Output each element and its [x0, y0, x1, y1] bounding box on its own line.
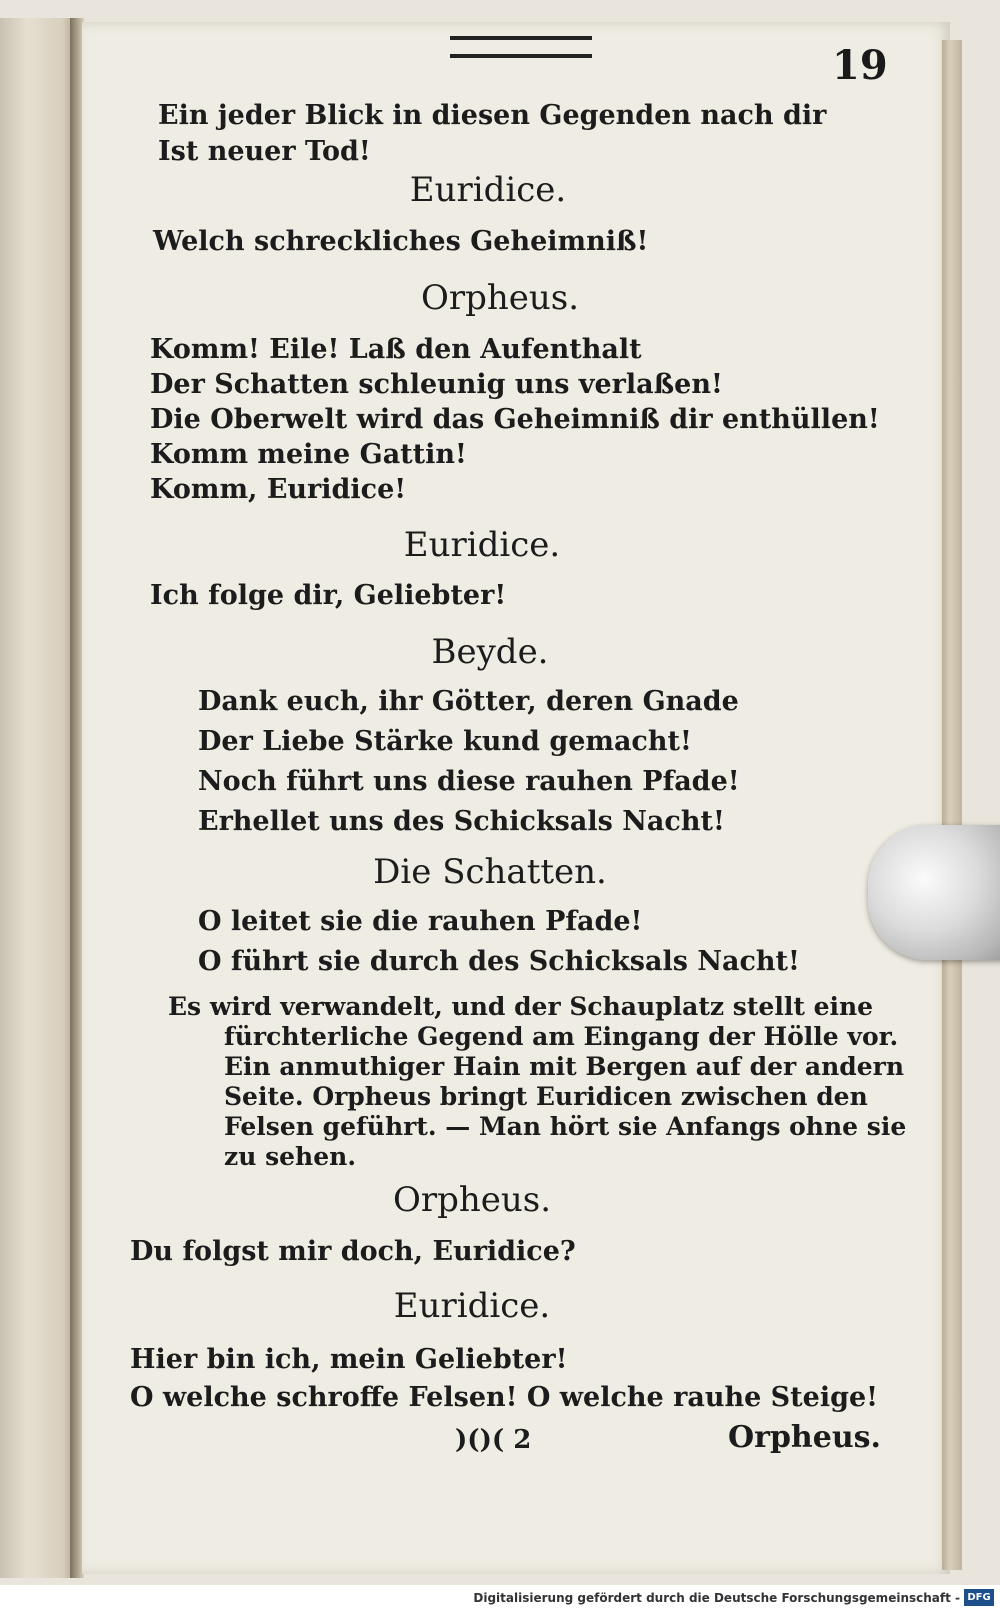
stage-direction: Seite. Orpheus bringt Euridicen zwischen den	[224, 1082, 868, 1111]
stage-direction: Ein anmuthiger Hain mit Bergen auf der andern	[224, 1052, 904, 1081]
stage-direction: fürchterliche Gegend am Eingang der Hölle vor.	[224, 1022, 899, 1051]
verse-line: Noch führt uns diese rauhen Pfade!	[198, 766, 740, 797]
verse-line: Der Liebe Stärke kund gemacht!	[198, 726, 692, 757]
page-number: 19	[832, 42, 888, 89]
stage-direction: Felsen geführt. — Man hört sie Anfangs ohne sie	[224, 1112, 907, 1141]
verse-line: O führt sie durch des Schicksals Nacht!	[198, 946, 800, 977]
speaker-name: Euridice.	[409, 170, 567, 210]
verse-line: Ich folge dir, Geliebter!	[150, 580, 507, 611]
verse-line: Komm meine Gattin!	[150, 439, 467, 470]
verse-line: Du folgst mir doch, Euridice?	[130, 1236, 576, 1267]
header-rule	[450, 36, 592, 58]
speaker-name: Euridice.	[393, 1286, 551, 1326]
verse-line: Ist neuer Tod!	[158, 136, 371, 167]
stage-direction: Es wird verwandelt, und der Schauplatz stellt eine	[168, 992, 874, 1021]
facing-page-edge	[0, 18, 80, 1578]
catchword: Orpheus.	[728, 1420, 881, 1455]
verse-line: O leitet sie die rauhen Pfade!	[198, 906, 643, 937]
verse-line: Hier bin ich, mein Geliebter!	[130, 1344, 568, 1375]
signature-mark: )()( 2	[455, 1425, 532, 1455]
speaker-name: Orpheus.	[392, 1180, 552, 1220]
page-fore-edge	[942, 40, 962, 1570]
verse-line: Der Schatten schleunig uns verlaßen!	[150, 369, 723, 400]
speaker-name: Beyde.	[431, 632, 549, 672]
speaker-name: Die Schatten.	[373, 852, 607, 892]
dfg-logo: DFG	[964, 1589, 994, 1606]
verse-line: Erhellet uns des Schicksals Nacht!	[198, 806, 725, 837]
verse-line: Ein jeder Blick in diesen Gegenden nach dir	[158, 100, 827, 131]
verse-line: Komm, Euridice!	[150, 474, 407, 505]
stage-direction: zu sehen.	[224, 1142, 357, 1171]
speaker-name: Orpheus.	[420, 278, 580, 318]
verse-line: Komm! Eile! Laß den Aufenthalt	[150, 334, 642, 365]
verse-line: Dank euch, ihr Götter, deren Gnade	[198, 686, 739, 717]
speaker-name: Euridice.	[403, 525, 561, 565]
verse-line: O welche schroffe Felsen! O welche rauhe Steige!	[130, 1382, 878, 1413]
verse-line: Welch schreckliches Geheimniß!	[153, 226, 649, 257]
page-clip	[868, 825, 1000, 960]
digitization-credit: Digitalisierung gefördert durch die Deutsche Forschungsgemeinschaft -	[473, 1591, 960, 1605]
verse-line: Die Oberwelt wird das Geheimniß dir enthüllen!	[150, 404, 880, 435]
